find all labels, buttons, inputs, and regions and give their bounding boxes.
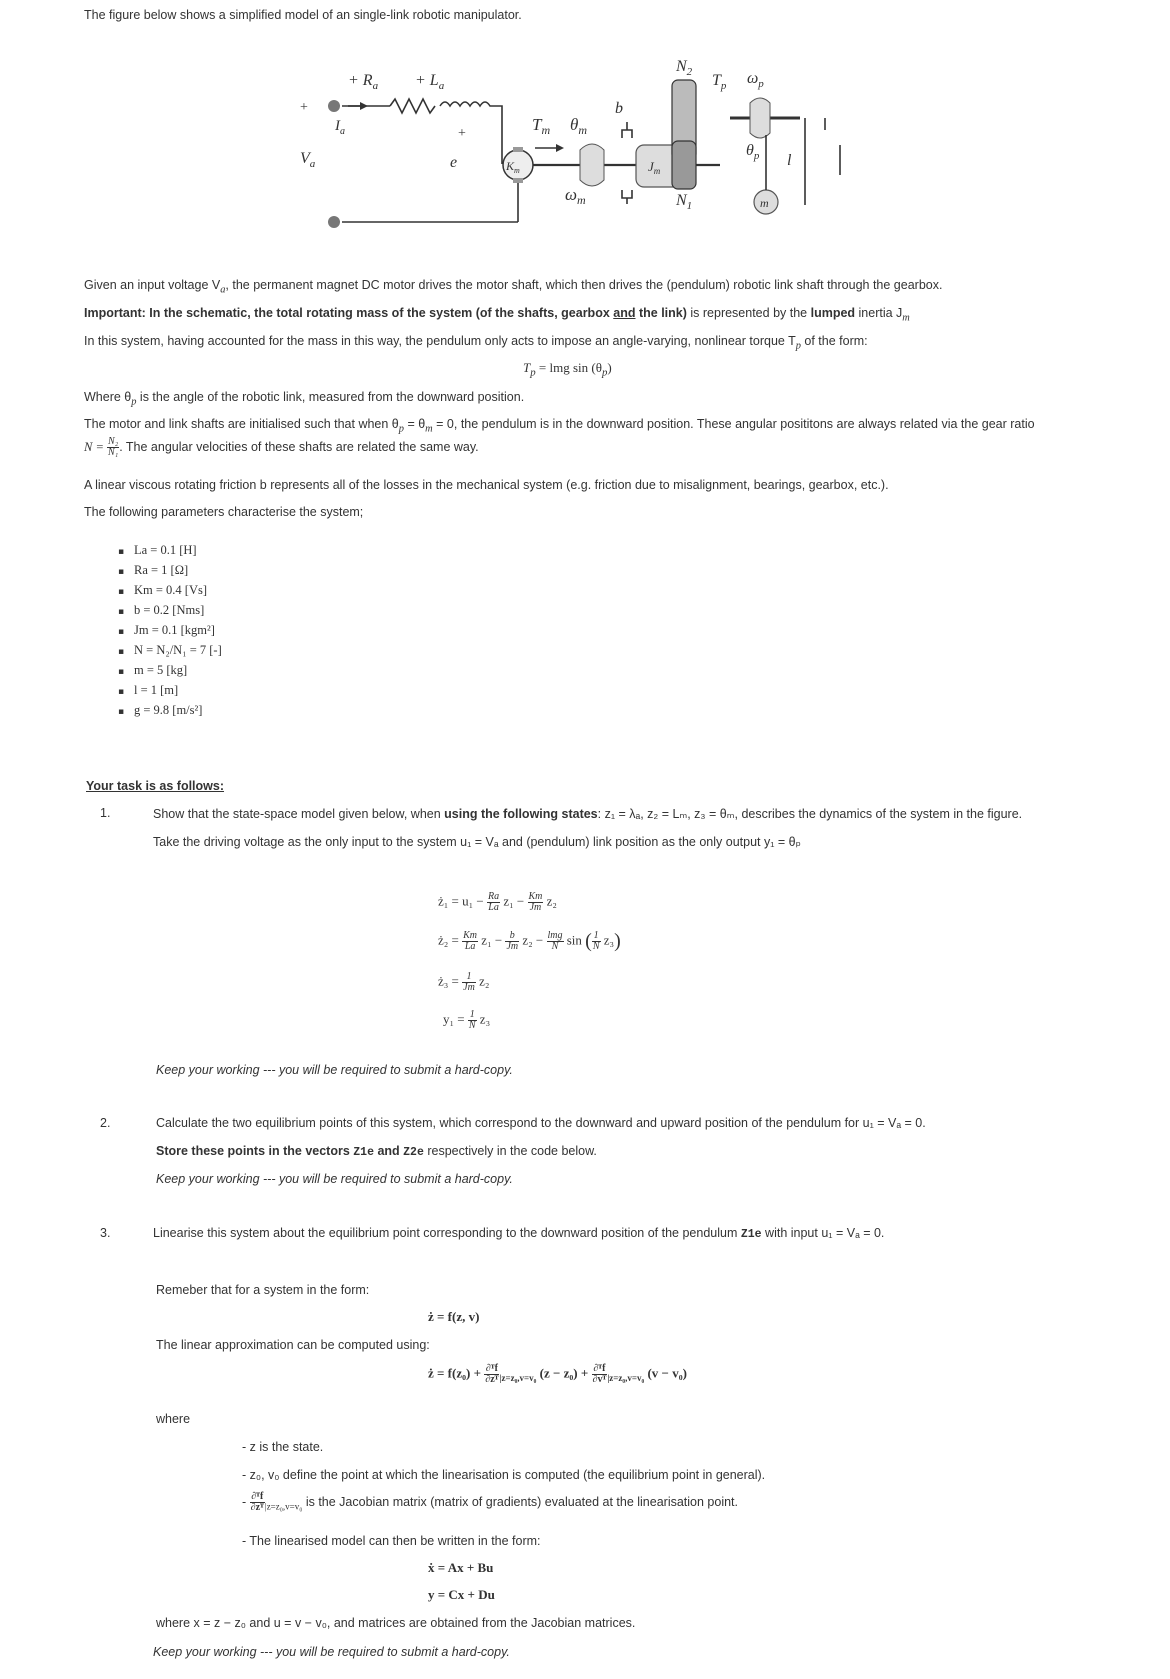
param-l: ▪ l = 1 [m] (118, 680, 222, 700)
paragraph-initialised: The motor and link shafts are initialised such that when $\theta_p = \theta_m = 0$, the pendulum is in the downward position. These angular posititons are always related via the gear ratio (84, 417, 1035, 435)
label-km: $K_m$ (506, 159, 520, 175)
task3-keep-working: Keep your working --- you will be required to submit a hard-copy. (153, 1645, 510, 1659)
task1-line1: Show that the state-space model given below, when using the following states: z₁ = λₐ, z₂ = Lₘ, z₃ = θₘ, describes the dynamics of the system in the figure. (153, 807, 1023, 821)
label-ra: + $R_a$ (348, 72, 379, 92)
equation-tp: $T_p$ = lmg $\sin (\theta_p)$ (523, 360, 612, 379)
label-omega-p: $\omega_p$ (747, 70, 764, 90)
label-plus-e: + (458, 126, 466, 141)
task1-keep-working: Keep your working --- you will be required to submit a hard-copy. (156, 1063, 513, 1077)
task3-eq-x: ẋ = Ax + Bu (428, 1560, 494, 1575)
label-e: e (450, 154, 458, 171)
manipulator-schematic (300, 55, 860, 245)
task3-number: 3. (100, 1226, 111, 1240)
paragraph-gear-ratio: N = $\frac{\text{N₂}}{\text{N₁}}$ . The angular velocities of these shafts are related the same way. (84, 436, 479, 458)
intro-text: The figure below shows a simplified model of an single-link robotic manipulator. (84, 8, 522, 22)
label-m: m (760, 196, 769, 210)
label-tp: $T_p$ (712, 72, 727, 92)
parameter-list (118, 540, 222, 720)
label-n1: $N_1$ (676, 192, 693, 212)
param-km: ▪ Km = 0.4 [Vs] (118, 580, 222, 600)
task1-number: 1. (100, 806, 111, 820)
task3-linear-approx: The linear approximation can be computed using: (156, 1338, 430, 1352)
label-tm: $T_m$ (532, 115, 551, 137)
paragraph-parameters-intro: The following parameters characterise the system; (84, 505, 364, 519)
task1-eq3: ż₃ = $\frac{1}{Jm}$ z₂ (438, 971, 490, 993)
label-ia: $I_a$ (335, 118, 345, 137)
task3-line1: Linearise this system about the equilibrium point corresponding to the downward position of the pendulum Z1e with input u₁ = Vₐ = 0. (153, 1226, 885, 1241)
label-plus-top: + (300, 100, 308, 115)
paragraph-important: Important: In the schematic, the total rotating mass of the system (of the shafts, gearbox and the link) is represented by the lumped inertia $J_m$ (84, 306, 910, 324)
label-theta-p: $\theta_p$ (746, 142, 760, 162)
task1-eq4: y₁ = $\frac{1}{N}$ z₃ (443, 1009, 491, 1031)
label-omega-m: $\omega_m$ (565, 185, 586, 207)
param-m: ▪ m = 5 [kg] (118, 660, 222, 680)
param-b: ▪ b = 0.2 [Nms] (118, 600, 222, 620)
paragraph-friction: A linear viscous rotating friction b represents all of the losses in the mechanical system (e.g. friction due to misalignment, bearings, gearbox, etc.). (84, 478, 889, 492)
paragraph-input-voltage: Given an input voltage $V_a$, the permanent magnet DC motor drives the motor shaft, which then drives the (pendulum) robotic link shaft through the gearbox. (84, 278, 943, 296)
paragraph-torque: In this system, having accounted for the mass in this way, the pendulum only acts to impose an angle-varying, nonlinear torque $T_p$ of the form: (84, 334, 868, 352)
task3-where2: where x = z − z₀ and u = v − v₀, and matrices are obtained from the Jacobian matrices. (156, 1616, 636, 1630)
param-ra: ▪ Ra = 1 [Ω] (118, 560, 222, 580)
label-b: b (615, 100, 623, 117)
param-jm: ▪ Jm = 0.1 [kgm²] (118, 620, 222, 640)
paragraph-theta-p: Where $\theta_p$ is the angle of the robotic link, measured from the downward position. (84, 390, 525, 408)
task3-bullet-point: - z₀, v₀ define the point at which the linearisation is computed (the equilibrium point in general). (242, 1468, 766, 1482)
param-g: ▪ g = 9.8 [m/s²] (118, 700, 222, 720)
param-n: ▪ N = N₂/N₁ = 7 [-] (118, 640, 222, 660)
task2-keep-working: Keep your working --- you will be required to submit a hard-copy. (156, 1172, 513, 1186)
label-la: + $L_a$ (415, 72, 445, 92)
task-header: Your task is as follows: (86, 779, 225, 793)
task2-line1: Calculate the two equilibrium points of this system, which correspond to the downward and upward position of the pendulum for u₁ = Vₐ = 0. (156, 1116, 926, 1130)
task2-number: 2. (100, 1116, 111, 1130)
label-n2: $N_2$ (676, 58, 693, 78)
label-jm: $J_m$ (648, 159, 661, 176)
task1-eq1: ż₁ = u₁ − $\frac{Ra}{La}$ z₁ − $\frac{Km}{Jm}$ z₂ (438, 891, 557, 913)
task3-remember: Remeber that for a system in the form: (156, 1283, 370, 1297)
task3-eq-y: y = Cx + Du (428, 1587, 495, 1602)
task1-eq2: ż₂ = $\frac{Km}{La}$ z₁ − $\frac{b}{Jm}$ z₂ − $\frac{\text{lmg}}{N}$ sin ( $\frac{1}{N}$ z₃) (438, 930, 621, 952)
label-theta-m: $\theta_m$ (570, 115, 588, 137)
label-l: l (787, 152, 792, 169)
param-la: ▪ La = 0.1 [H] (118, 540, 222, 560)
task3-eq-linear: ż = f(z₀) + $\frac{\text{∂ᵀf}}{\text{∂zᵀ}}$ $_{|z=z_0,v=v_0}$ (z − z₀) + $\frac{\text{∂ᵀf}}{\text{∂vᵀ}}$ $_{|z=z_0,v=v_0}$ (v − v₀) (428, 1363, 687, 1385)
task3-eq-form: ż = f(z, v) (428, 1309, 480, 1324)
task3-where: where (156, 1412, 191, 1426)
task3-bullet-form: - The linearised model can then be written in the form: (242, 1534, 541, 1548)
task2-line2: Store these points in the vectors Z1e and Z2e respectively in the code below. (156, 1144, 597, 1159)
task1-line2: Take the driving voltage as the only input to the system u₁ = Vₐ and (pendulum) link position as the only output y₁ = θₚ (153, 835, 801, 849)
label-va: $V_a$ (300, 150, 316, 170)
task3-bullet-state: - z is the state. (242, 1440, 324, 1454)
task3-bullet-jacobian: - $\frac{\text{∂ᵀf}}{\text{∂zᵀ}}$ $_{|z=z_0,v=v_0}$ is the Jacobian matrix (matrix of gradients) evaluated at the linearisation point. (242, 1491, 738, 1513)
